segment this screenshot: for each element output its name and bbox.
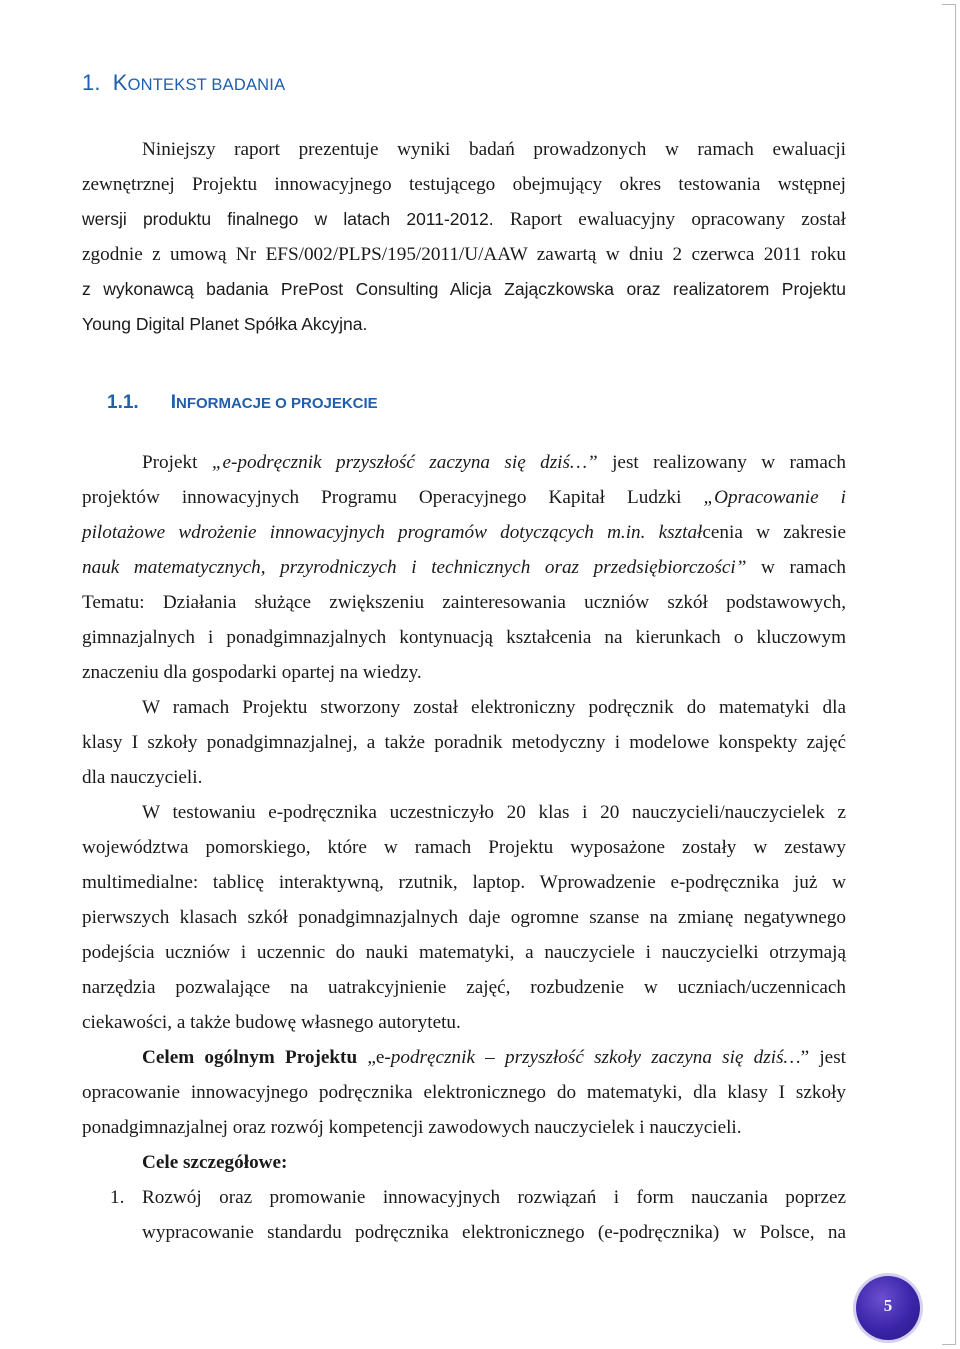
text-line: dla nauczycieli. [82, 767, 203, 788]
text-line: Young Digital Planet Spółka Akcyjna. [82, 314, 368, 334]
text-line: klasy I szkoły ponadgimnazjalnej, a także poradnik metodyczny i modelowe konspekty zajęć [82, 732, 846, 753]
paragraph-general-goal [82, 1040, 846, 1145]
list-item-text [142, 1180, 846, 1250]
text-line: opracowanie innowacyjnego podręcznika elektronicznego do matematyki, dla klasy I szkoły [82, 1082, 846, 1103]
page-number: 5 [883, 1296, 893, 1315]
paragraph-testing [82, 795, 846, 1040]
text-line: wypracowanie standardu podręcznika elektronicznego (e-podręcznika) w Polsce, na [142, 1222, 846, 1243]
goals-heading-block [82, 1145, 846, 1180]
goals-list [82, 1180, 846, 1250]
heading-first-letter: I [170, 392, 176, 413]
goals-heading: Cele szczegółowe: [142, 1152, 288, 1173]
heading-rest: ONTEKST BADANIA [127, 76, 286, 94]
page-border-bottom [942, 1344, 956, 1345]
text-line: narzędzia pozwalające na uatrakcyjnienie zajęć, rozbudzenie w uczniach/uczennicach [82, 977, 846, 998]
heading-first-letter: K [112, 70, 128, 95]
text-line: podejścia uczniów i uczennic do nauki matematyki, a nauczyciele i nauczycielki otrzymają [82, 942, 846, 963]
text-line: województwa pomorskiego, które w ramach Projektu wyposażone zostały w zestawy [82, 837, 846, 858]
paragraph-product [82, 690, 846, 795]
text-line: zgodnie z umową Nr EFS/002/PLPS/195/2011/U/AAW zawartą w dniu 2 czerwca 2011 roku [82, 244, 846, 265]
text-line: gimnazjalnych i ponadgimnazjalnych kontynuacją kształcenia na kierunkach o kluczowym [82, 627, 846, 648]
text-line: ponadgimnazjalnej oraz rozwój kompetencji zawodowych nauczycielek i nauczycieli. [82, 1117, 742, 1138]
paragraph-project-info [82, 445, 846, 690]
text-line: pierwszych klasach szkół ponadgimnazjalnych daje ogromne szanse na zmianę negatywnego [82, 907, 846, 928]
subsection-number: 1.1. [107, 392, 139, 413]
text-line: Niniejszy raport prezentuje wyniki badań prowadzonych w ramach ewaluacji [142, 139, 846, 160]
text-line: nauk matematycznych, przyrodniczych i technicznych oraz przedsiębiorczości” w ramach [82, 557, 846, 578]
list-item-number: 1. [110, 1187, 125, 1208]
list-item [82, 1180, 846, 1250]
text-line: Rozwój oraz promowanie innowacyjnych rozwiązań i form nauczania poprzez [142, 1187, 846, 1208]
text-line: z wykonawcą badania PrePost Consulting Alicja Zajączkowska oraz realizatorem Projektu [82, 279, 846, 299]
page-border-right [955, 4, 956, 1345]
text-line: Celem ogólnym Projektu „e-podręcznik – przyszłość szkoły zaczyna się dziś…” jest [142, 1047, 846, 1068]
text-line: znaczeniu dla gospodarki opartej na wiedzy. [82, 662, 422, 683]
heading-rest: NFORMACJE O PROJEKCIE [175, 395, 378, 412]
text-line: W testowaniu e-podręcznika uczestniczyło 20 klas i 20 nauczycieli/nauczycielek z [142, 802, 846, 823]
section-heading-1 [82, 70, 285, 96]
text-line: wersji produktu finalnego w latach 2011-2012. Raport ewaluacyjny opracowany został [82, 209, 846, 230]
text-line: ciekawości, a także budowę własnego autorytetu. [82, 1012, 461, 1033]
text-line: W ramach Projektu stworzony został elektroniczny podręcznik do matematyki dla [142, 697, 846, 718]
text-line: zewnętrznej Projektu innowacyjnego testującego obejmujący okres testowania wstępnej [82, 174, 846, 195]
page-border-top [942, 4, 956, 5]
page-number-badge [856, 1276, 920, 1340]
paragraph-context [82, 132, 846, 342]
text-line: pilotażowe wdrożenie innowacyjnych programów dotyczących m.in. kształcenia w zakresie [82, 522, 846, 543]
text-line: projektów innowacyjnych Programu Operacyjnego Kapitał Ludzki „Opracowanie i [82, 487, 846, 508]
text-line: Projekt „e-podręcznik przyszłość zaczyna się dziś…” jest realizowany w ramach [142, 452, 846, 473]
text-line: multimedialne: tablicę interaktywną, rzutnik, laptop. Wprowadzenie e-podręcznika już w [82, 872, 846, 893]
section-number: 1. [82, 70, 101, 95]
text-line: Tematu: Działania służące zwiększeniu zainteresowania uczniów szkół podstawowych, [82, 592, 846, 613]
section-heading-1-1 [107, 392, 378, 414]
